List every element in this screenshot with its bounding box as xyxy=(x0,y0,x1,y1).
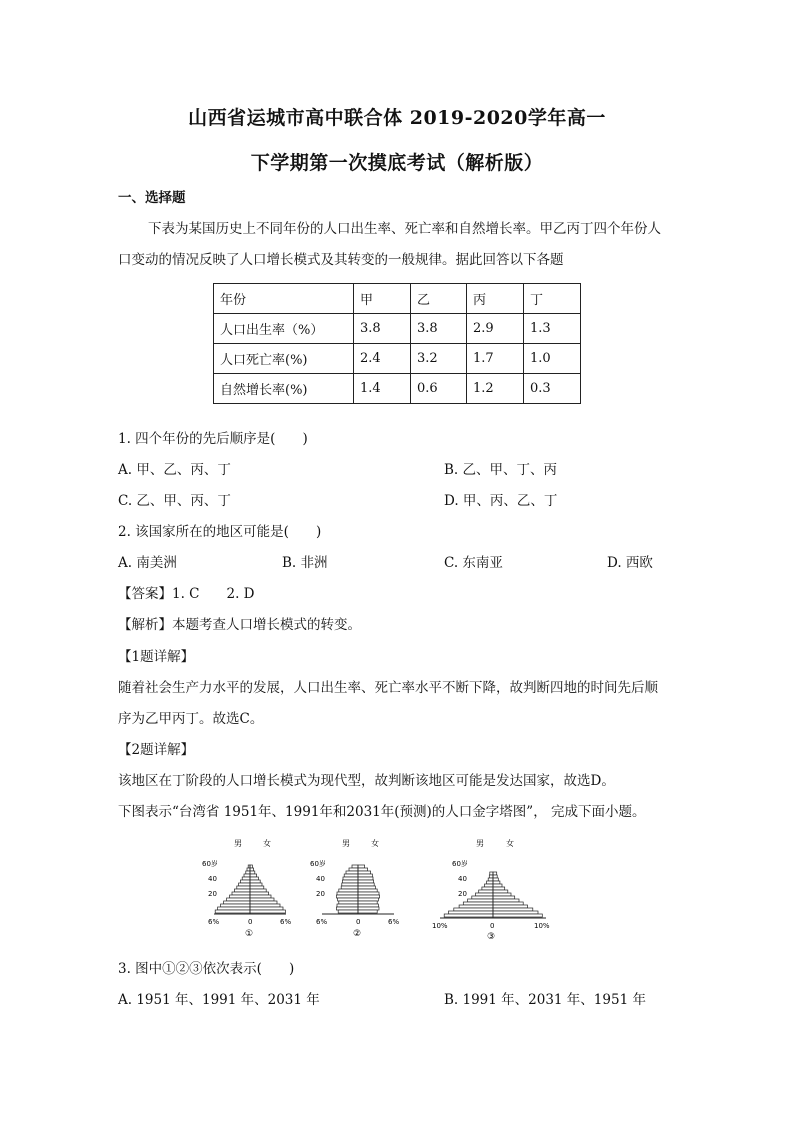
axis-left-label: 6% xyxy=(208,918,220,926)
female-age-bar xyxy=(250,901,277,904)
age-label-20: 20 xyxy=(458,890,467,898)
male-age-bar xyxy=(472,896,493,899)
female-age-bar xyxy=(358,889,377,892)
female-age-bar xyxy=(358,895,380,898)
answer-label: 【答案】 xyxy=(118,586,172,602)
age-label-20: 20 xyxy=(208,890,217,898)
table-cell: 3.8 xyxy=(411,314,467,344)
pyramid-1-bars xyxy=(215,865,285,914)
table-row xyxy=(214,344,581,374)
age-label-60: 60岁 xyxy=(452,860,468,868)
question-2-stem: 2. 该国家所在的地区可能是( ) xyxy=(118,524,322,540)
table-cell: 3.8 xyxy=(354,314,411,344)
document-title-line-1: 山西省运城市高中联合体 2019-2020学年高一 xyxy=(188,107,606,129)
female-age-bar xyxy=(493,908,533,911)
male-age-bar xyxy=(218,907,250,910)
male-age-bar xyxy=(349,868,358,871)
male-age-bar xyxy=(488,878,493,881)
age-label-60: 60岁 xyxy=(310,860,326,868)
answer-line xyxy=(118,582,255,602)
table-cell: 2.9 xyxy=(467,314,524,344)
table-row xyxy=(214,374,581,404)
male-age-bar xyxy=(482,887,493,890)
female-age-bar xyxy=(250,898,274,901)
male-age-bar xyxy=(444,914,493,917)
female-age-bar xyxy=(493,902,523,905)
pyramid-1-number: ① xyxy=(245,929,254,939)
female-age-bar xyxy=(250,877,258,880)
female-age-bar xyxy=(493,890,508,893)
female-age-bar xyxy=(493,875,497,878)
detail-1-line-2: 序为乙甲丙丁。故选C。 xyxy=(118,711,264,727)
population-pyramid-3 xyxy=(428,836,558,942)
female-age-bar xyxy=(250,880,260,883)
female-age-bar xyxy=(358,871,371,874)
table-cell: 自然增长率(%) xyxy=(214,374,354,404)
male-age-bar xyxy=(468,899,493,902)
table-cell: 1.0 xyxy=(524,344,581,374)
male-age-bar xyxy=(227,898,250,901)
population-rate-table xyxy=(213,283,581,404)
female-age-bar xyxy=(250,886,264,889)
pyramid-1-svg xyxy=(200,836,300,942)
pyramid-3-svg xyxy=(428,836,558,942)
table-cell: 人口死亡率(%) xyxy=(214,344,354,374)
question-2-option-c[interactable]: C. 东南亚 xyxy=(444,555,503,571)
female-age-bar xyxy=(358,892,379,895)
question-2-option-a[interactable]: A. 南美洲 xyxy=(118,555,177,571)
table-header-cell: 甲 xyxy=(354,284,411,314)
female-age-bar xyxy=(250,883,262,886)
table-cell: 0.3 xyxy=(524,374,581,404)
female-age-bar xyxy=(493,914,542,917)
female-age-bar xyxy=(493,893,511,896)
female-age-bar xyxy=(358,904,378,907)
male-age-bar xyxy=(246,871,250,874)
female-label: 女 xyxy=(506,839,514,848)
question-1-option-c[interactable]: C. 乙、甲、丙、丁 xyxy=(118,493,231,509)
table-cell: 1.4 xyxy=(354,374,411,404)
table-header-row xyxy=(214,284,581,314)
table-cell: 0.6 xyxy=(411,374,467,404)
table-cell: 2.4 xyxy=(354,344,411,374)
male-age-bar xyxy=(343,877,358,880)
female-age-bar xyxy=(250,871,255,874)
axis-left-label: 10% xyxy=(432,922,448,930)
question-2-option-d[interactable]: D. 西欧 xyxy=(607,555,653,571)
age-label-40: 40 xyxy=(208,875,217,883)
male-age-bar xyxy=(346,871,358,874)
table-cell: 1.7 xyxy=(467,344,524,374)
female-age-bar xyxy=(493,872,497,875)
female-age-bar xyxy=(358,877,373,880)
female-age-bar xyxy=(250,889,266,892)
male-age-bar xyxy=(240,880,250,883)
female-age-bar xyxy=(493,884,502,887)
male-age-bar xyxy=(338,910,358,913)
female-age-bar xyxy=(493,887,505,890)
female-age-bar xyxy=(493,905,528,908)
table-cell: 1.2 xyxy=(467,374,524,404)
table-row xyxy=(214,314,581,344)
question-1-option-a[interactable]: A. 甲、乙、丙、丁 xyxy=(118,462,231,478)
male-age-bar xyxy=(449,911,494,914)
female-age-bar xyxy=(250,907,283,910)
male-age-bar xyxy=(487,881,493,884)
male-age-bar xyxy=(221,904,250,907)
male-age-bar xyxy=(237,886,250,889)
figure-intro: 下图表示“台湾省 1951年、1991年和2031年(预测)的人口金字塔图”， 完成下面小题。 xyxy=(118,804,646,820)
axis-center-label: 0 xyxy=(248,918,253,926)
detail-2-line-1: 该地区在丁阶段的人口增长模式为现代型，故判断该地区可能是发达国家，故选D。 xyxy=(118,773,615,789)
female-age-bar xyxy=(493,911,538,914)
male-age-bar xyxy=(339,901,358,904)
age-label-40: 40 xyxy=(458,875,467,883)
female-age-bar xyxy=(250,892,269,895)
female-age-bar xyxy=(493,878,498,881)
female-age-bar xyxy=(358,883,374,886)
pyramid-3-number: ③ xyxy=(487,932,496,942)
detail-1-line-1: 随着社会生产力水平的发展，人口出生率、死亡率水平不断下降，故判断四地的时间先后顺 xyxy=(118,680,658,696)
male-age-bar xyxy=(337,892,358,895)
document-title-line-2: 下学期第一次摸底考试（解析版） xyxy=(250,152,544,174)
male-age-bar xyxy=(337,904,358,907)
male-age-bar xyxy=(479,890,493,893)
table-header-cell: 年份 xyxy=(214,284,354,314)
male-age-bar xyxy=(339,889,358,892)
female-age-bar xyxy=(358,874,372,877)
analysis-text: 本题考查人口增长模式的转变。 xyxy=(172,617,361,633)
male-age-bar xyxy=(341,886,358,889)
female-age-bar xyxy=(493,896,515,899)
pyramid-2-bars xyxy=(336,865,379,914)
male-age-bar xyxy=(463,902,493,905)
female-age-bar xyxy=(250,874,257,877)
female-label: 女 xyxy=(371,839,379,848)
female-age-bar xyxy=(250,910,285,913)
male-age-bar xyxy=(342,883,358,886)
pyramid-2-svg xyxy=(308,836,408,942)
male-age-bar xyxy=(336,907,358,910)
male-age-bar xyxy=(338,898,358,901)
male-age-bar xyxy=(244,874,250,877)
female-age-bar xyxy=(493,881,500,884)
detail-1-label: 【1题详解】 xyxy=(118,649,195,665)
analysis-label: 【解析】 xyxy=(118,617,172,633)
axis-right-label: 6% xyxy=(388,918,400,926)
male-age-bar xyxy=(476,893,494,896)
table-cell: 3.2 xyxy=(411,344,467,374)
female-label: 女 xyxy=(263,839,271,848)
male-age-bar xyxy=(336,895,358,898)
female-age-bar xyxy=(358,901,377,904)
question-1-stem: 1. 四个年份的先后顺序是( ) xyxy=(118,431,308,447)
table-cell: 1.3 xyxy=(524,314,581,344)
axis-right-label: 6% xyxy=(280,918,292,926)
female-age-bar xyxy=(358,880,374,883)
female-age-bar xyxy=(358,910,377,913)
table-header-cell: 丙 xyxy=(467,284,524,314)
male-age-bar xyxy=(344,874,358,877)
male-label: 男 xyxy=(476,839,484,848)
table-cell: 人口出生率（%） xyxy=(214,314,354,344)
age-label-60: 60岁 xyxy=(202,860,218,868)
female-age-bar xyxy=(250,904,280,907)
answer-text: 1. C 2. D xyxy=(172,586,255,602)
question-3-option-a[interactable]: A. 1951 年、1991 年、2031 年 xyxy=(118,992,320,1008)
age-label-20: 20 xyxy=(316,890,325,898)
male-age-bar xyxy=(490,872,493,875)
pyramid-2-number: ② xyxy=(353,929,362,939)
male-age-bar xyxy=(459,905,493,908)
question-1-option-b[interactable]: B. 乙、甲、丁、丙 xyxy=(444,462,558,478)
detail-2-label: 【2题详解】 xyxy=(118,742,195,758)
male-age-bar xyxy=(352,865,358,868)
table-header-cell: 丁 xyxy=(524,284,581,314)
female-age-bar xyxy=(358,865,365,868)
female-age-bar xyxy=(250,895,271,898)
axis-right-label: 10% xyxy=(534,922,550,930)
table-header-cell: 乙 xyxy=(411,284,467,314)
female-age-bar xyxy=(493,899,519,902)
axis-center-label: 0 xyxy=(356,918,361,926)
female-age-bar xyxy=(358,898,378,901)
intro-paragraph-line-1: 下表为某国历史上不同年份的人口出生率、死亡率和自然增长率。甲乙丙丁四个年份人 xyxy=(148,221,661,237)
male-age-bar xyxy=(342,880,358,883)
question-3-stem: 3. 图中①②③依次表示( ) xyxy=(118,961,295,977)
population-pyramid-1 xyxy=(200,836,300,942)
male-age-bar xyxy=(485,884,494,887)
question-1-option-d[interactable]: D. 甲、丙、乙、丁 xyxy=(444,493,558,509)
male-age-bar xyxy=(224,901,250,904)
male-age-bar xyxy=(239,883,250,886)
population-pyramid-2 xyxy=(308,836,408,942)
axis-left-label: 6% xyxy=(316,918,328,926)
female-age-bar xyxy=(250,868,254,871)
male-age-bar xyxy=(242,877,250,880)
female-age-bar xyxy=(358,886,375,889)
female-age-bar xyxy=(358,907,379,910)
male-age-bar xyxy=(454,908,493,911)
male-age-bar xyxy=(489,875,493,878)
male-age-bar xyxy=(230,895,250,898)
male-age-bar xyxy=(247,868,250,871)
question-3-option-b[interactable]: B. 1991 年、2031 年、1951 年 xyxy=(444,992,646,1008)
male-age-bar xyxy=(215,910,250,913)
axis-center-label: 0 xyxy=(490,922,495,930)
male-label: 男 xyxy=(234,839,242,848)
male-age-bar xyxy=(234,889,250,892)
age-label-40: 40 xyxy=(316,875,325,883)
female-age-bar xyxy=(358,868,368,871)
question-2-option-b[interactable]: B. 非洲 xyxy=(282,555,328,571)
section-heading: 一、选择题 xyxy=(118,190,186,206)
analysis-line xyxy=(118,613,361,633)
intro-paragraph-line-2: 口变动的情况反映了人口增长模式及其转变的一般规律。据此回答以下各题 xyxy=(118,252,564,268)
male-age-bar xyxy=(232,892,250,895)
male-label: 男 xyxy=(342,839,350,848)
